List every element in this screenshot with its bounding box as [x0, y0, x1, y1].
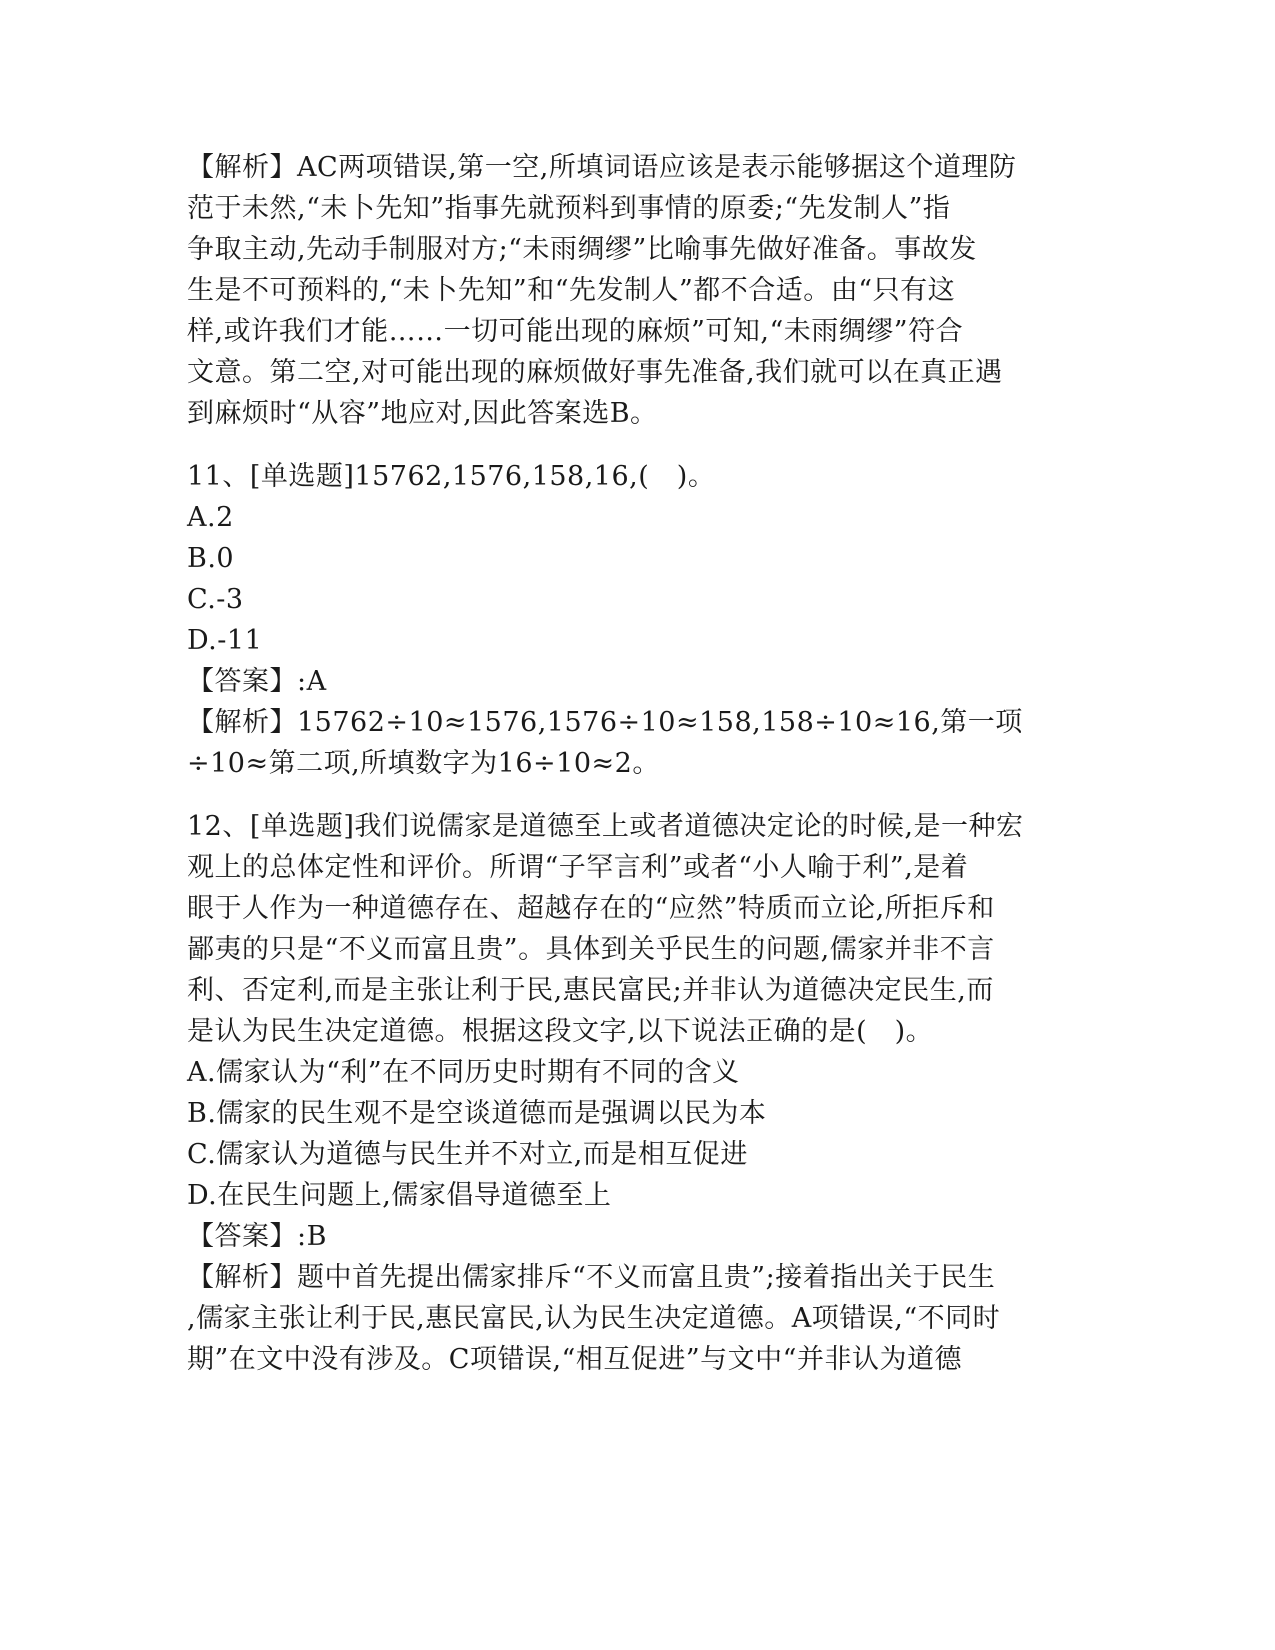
- answer-line: 【答案】:A: [187, 666, 327, 697]
- previous-question-explanation: [187, 147, 1077, 434]
- explanation-line: ,儒家主张让利于民,惠民富民,认为民生决定道德。A项错误,“不同时: [187, 1303, 1001, 1334]
- question-stem-line: 利、否定利,而是主张让利于民,惠民富民;并非认为道德决定民生,而: [187, 975, 994, 1006]
- explanation-line: 到麻烦时“从容”地应对,因此答案选B。: [187, 398, 658, 429]
- question-11: [187, 456, 1077, 784]
- explanation-line: 范于未然,“未卜先知”指事先就预料到事情的原委;“先发制人”指: [187, 193, 951, 224]
- question-stem-line: 鄙夷的只是“不义而富且贵”。具体到关乎民生的问题,儒家并非不言: [187, 934, 995, 965]
- explanation-line: 【解析】题中首先提出儒家排斥“不义而富且贵”;接着指出关于民生: [187, 1262, 996, 1293]
- option-a: A.2: [187, 502, 234, 533]
- option-c: C.儒家认为道德与民生并不对立,而是相互促进: [187, 1139, 748, 1170]
- question-stem-line: 观上的总体定性和评价。所谓“子罕言利”或者“小人喻于利”,是着: [187, 852, 969, 883]
- explanation-line: 【解析】15762÷10≈1576,1576÷10≈158,158÷10≈16,第一项: [187, 707, 1023, 738]
- explanation-line: 生是不可预料的,“未卜先知”和“先发制人”都不合适。由“只有这: [187, 275, 956, 306]
- option-d: D.在民生问题上,儒家倡导道德至上: [187, 1180, 612, 1211]
- explanation-line: ÷10≈第二项,所填数字为16÷10≈2。: [187, 748, 660, 779]
- explanation-line: 文意。第二空,对可能出现的麻烦做好事先准备,我们就可以在真正遇: [187, 357, 1003, 388]
- option-d: D.-11: [187, 625, 263, 656]
- question-stem-line: 12、[单选题]我们说儒家是道德至上或者道德决定论的时候,是一种宏: [187, 811, 1024, 842]
- option-b: B.0: [187, 543, 235, 574]
- spacer: [187, 434, 1077, 456]
- question-12: [187, 806, 1077, 1380]
- explanation-line: 争取主动,先动手制服对方;“未雨绸缪”比喻事先做好准备。事故发: [187, 234, 977, 265]
- option-b: B.儒家的民生观不是空谈道德而是强调以民为本: [187, 1098, 767, 1129]
- explanation-line: 期”在文中没有涉及。C项错误,“相互促进”与文中“并非认为道德: [187, 1344, 962, 1375]
- page-content: [187, 147, 1077, 1380]
- spacer: [187, 784, 1077, 806]
- option-c: C.-3: [187, 584, 244, 615]
- answer-line: 【答案】:B: [187, 1221, 327, 1252]
- option-a: A.儒家认为“利”在不同历史时期有不同的含义: [187, 1057, 740, 1088]
- question-stem-line: 是认为民生决定道德。根据这段文字,以下说法正确的是( )。: [187, 1016, 934, 1047]
- question-stem-line: 眼于人作为一种道德存在、超越存在的“应然”特质而立论,所拒斥和: [187, 893, 995, 924]
- explanation-line: 样,或许我们才能……一切可能出现的麻烦”可知,“未雨绸缪”符合: [187, 316, 964, 347]
- explanation-line: 【解析】AC两项错误,第一空,所填词语应该是表示能够据这个道理防: [187, 152, 1017, 183]
- question-stem: 11、[单选题]15762,1576,158,16,( )。: [187, 461, 716, 492]
